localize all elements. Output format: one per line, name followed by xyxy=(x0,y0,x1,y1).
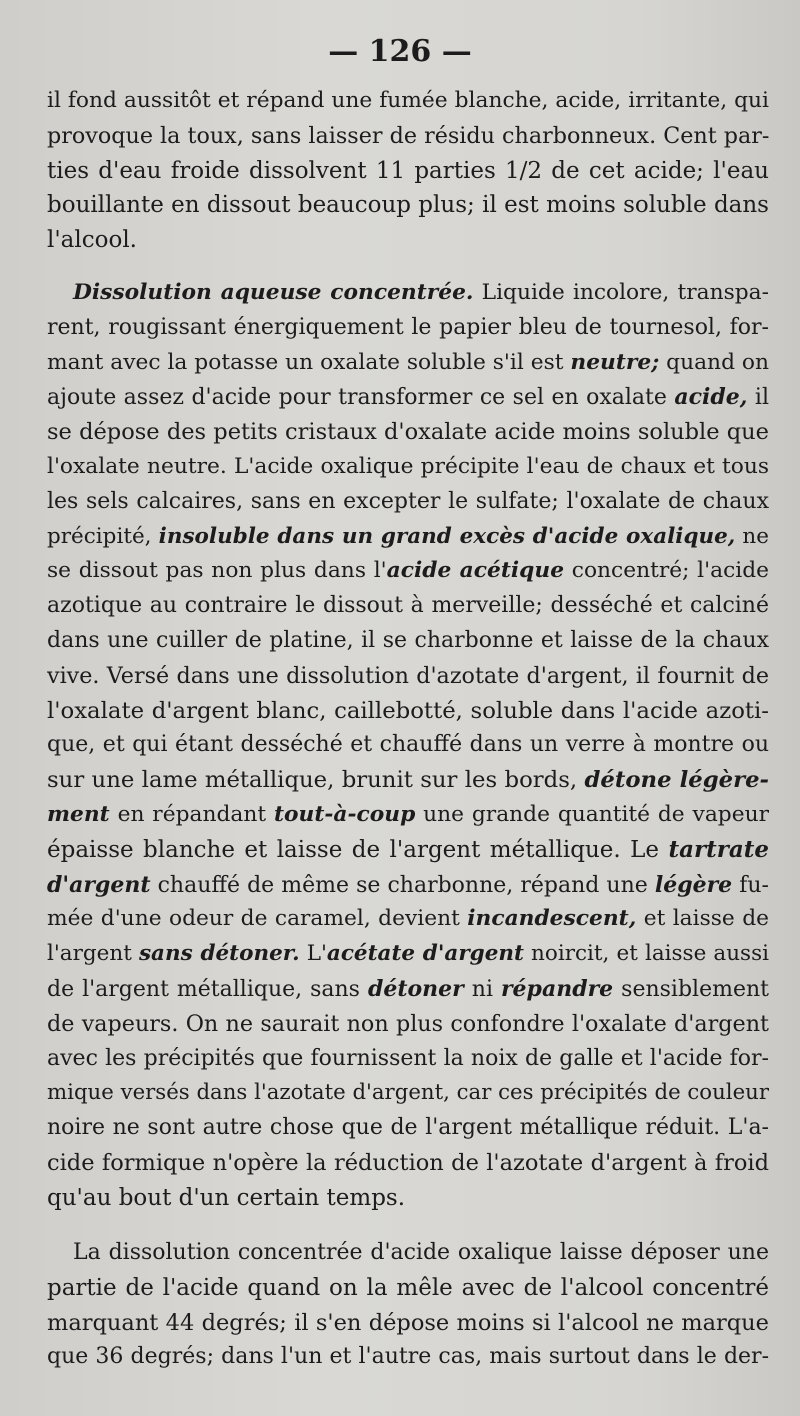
text-line: noire ne sont autre chose que de l'argent métallique réduit. L'a- xyxy=(47,1115,769,1141)
text-line: l'oxalate d'argent blanc, caillebotté, soluble dans l'acide azoti- xyxy=(47,697,769,724)
text-line xyxy=(47,346,769,381)
text-line: mique versés dans l'azotate d'argent, car ces précipités de couleur xyxy=(47,1080,769,1106)
italic-phrase: répandre xyxy=(500,975,614,1002)
text-line xyxy=(47,972,769,1007)
text-line: azotique au contraire le dissout à merveille; desséché et calciné xyxy=(47,593,769,619)
text-run: quand on xyxy=(659,349,769,375)
text-line: avec les précipités que fournissent la noix de galle et l'acide for- xyxy=(47,1045,769,1071)
text-line: que 36 degrés; dans l'un et l'autre cas, mais surtout dans le der- xyxy=(47,1344,769,1370)
text-line xyxy=(47,763,769,798)
text-line: bouillante en dissout beaucoup plus; il est moins soluble dans xyxy=(47,192,769,219)
text-line: se dépose des petits cristaux d'oxalate acide moins soluble que xyxy=(47,419,769,446)
text-line xyxy=(47,798,769,833)
italic-phrase: légère xyxy=(654,871,733,898)
italic-phrase: tartrate xyxy=(668,835,769,863)
text-line: que, et qui étant desséché et chauffé dans un verre à montre ou xyxy=(47,732,769,758)
text-run: Liquide incolore, transpa- xyxy=(473,280,769,305)
italic-phrase: d'argent xyxy=(47,871,151,898)
text-line xyxy=(47,937,769,972)
italic-phrase: acétate d'argent xyxy=(326,941,524,967)
text-run: de l'argent métallique, sans xyxy=(47,976,368,1002)
text-run: mée d'une odeur de caramel, devient xyxy=(47,906,468,932)
text-run: fu- xyxy=(732,872,769,898)
text-run: chauffé de même se charbonne, répand une xyxy=(150,872,655,898)
italic-phrase: tout-à-coup xyxy=(273,801,416,827)
text-run: sensiblement xyxy=(613,976,769,1002)
italic-phrase: incandescent, xyxy=(467,906,637,932)
paragraph-1 xyxy=(47,84,769,258)
text-run: mant avec la potasse un oxalate soluble s'il est xyxy=(47,349,571,375)
text-line: ties d'eau froide dissolvent 11 parties 1/2 de cet acide; l'eau xyxy=(47,157,769,184)
text-line xyxy=(47,554,769,589)
text-line xyxy=(47,833,769,868)
text-run: ni xyxy=(463,976,501,1002)
text-line xyxy=(47,276,769,311)
text-run: l'argent xyxy=(47,941,139,967)
text-line xyxy=(47,902,769,937)
italic-phrase: neutre; xyxy=(570,349,660,375)
italic-phrase: acide acétique xyxy=(386,558,565,584)
text-line: il fond aussitôt et répand une fumée blanche, acide, irritante, qui xyxy=(47,88,769,113)
text-run: L' xyxy=(299,941,327,967)
italic-phrase: insoluble dans un grand excès d'acide oxalique, xyxy=(158,523,736,549)
text-line: l'oxalate neutre. L'acide oxalique précipite l'eau de chaux et tous xyxy=(47,453,769,479)
italic-phrase: Dissolution aqueuse concentrée. xyxy=(73,280,474,305)
text-line: marquant 44 degrés; il s'en dépose moins si l'alcool ne marque xyxy=(47,1309,769,1336)
text-run: ne xyxy=(735,523,769,549)
text-line: cide formique n'opère la réduction de l'azotate d'argent à froid xyxy=(47,1149,769,1176)
text-line xyxy=(47,868,769,903)
text-line: de vapeurs. On ne saurait non plus confondre l'oxalate d'argent xyxy=(47,1010,769,1037)
text-line: dans une cuiller de platine, il se charbonne et laisse de la chaux xyxy=(47,627,769,653)
italic-phrase: ment xyxy=(47,801,110,827)
text-line: vive. Versé dans une dissolution d'azotate d'argent, il fournit de xyxy=(47,662,769,689)
text-line: l'alcool. xyxy=(47,227,137,254)
text-run: et laisse de xyxy=(636,906,769,932)
text-run: ajoute assez d'acide pour transformer ce sel en oxalate xyxy=(47,385,675,411)
italic-phrase: détoner xyxy=(367,975,464,1002)
text-line: qu'au bout d'un certain temps. xyxy=(47,1184,406,1211)
text-run: précipité, xyxy=(47,523,159,549)
text-line xyxy=(47,380,769,415)
text-line: provoque la toux, sans laisser de résidu charbonneux. Cent par- xyxy=(47,122,769,149)
text-run: noircit, et laisse aussi xyxy=(523,941,769,967)
text-run: sur une lame métallique, brunit sur les bords, xyxy=(47,767,585,794)
text-line: La dissolution concentrée d'acide oxalique laisse déposer une xyxy=(73,1240,769,1265)
text-line: les sels calcaires, sans en excepter le sulfate; l'oxalate de chaux xyxy=(47,488,769,514)
text-run: se dissout pas non plus dans l' xyxy=(47,558,387,584)
text-run: épaisse blanche et laisse de l'argent métallique. Le xyxy=(47,836,669,863)
page-number: — 126 — xyxy=(328,34,472,69)
paragraph-3 xyxy=(47,1236,769,1375)
italic-phrase: sans détoner. xyxy=(138,941,300,967)
text-run: une grande quantité de vapeur xyxy=(415,801,769,827)
italic-phrase: détone légère- xyxy=(584,767,769,794)
text-run: concentré; l'acide xyxy=(564,558,769,584)
text-run: en répandant xyxy=(109,801,274,827)
text-line: rent, rougissant énergiquement le papier bleu de tournesol, for- xyxy=(47,314,769,340)
text-line: partie de l'acide quand on la mêle avec de l'alcool concentré xyxy=(47,1274,769,1301)
paragraph-2 xyxy=(47,276,769,1216)
italic-phrase: acide, xyxy=(674,384,748,411)
text-run: il xyxy=(747,385,769,411)
text-line xyxy=(47,520,769,555)
